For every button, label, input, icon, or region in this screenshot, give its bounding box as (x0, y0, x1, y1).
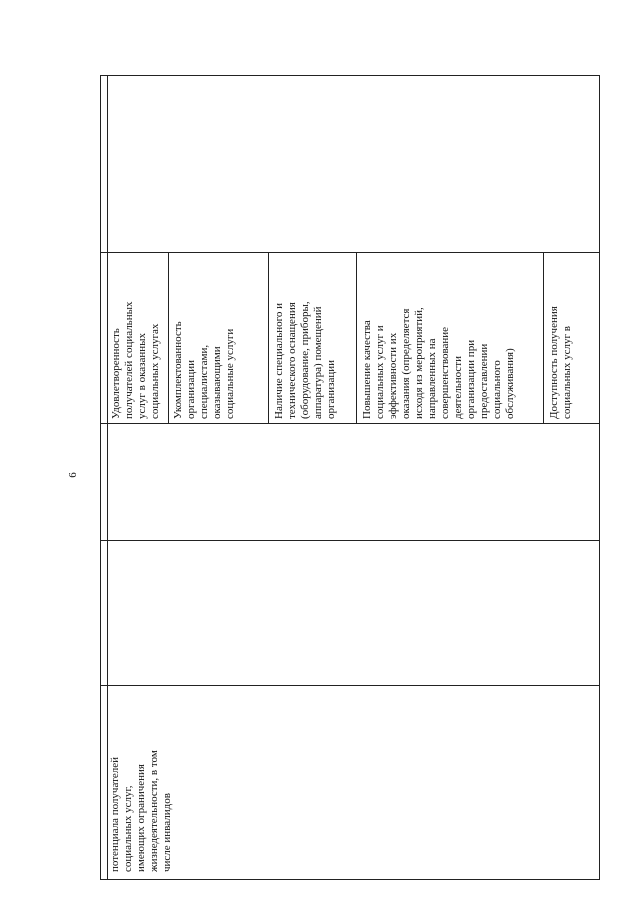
services-table (100, 75, 600, 880)
column-separator (101, 423, 600, 424)
criterion-equipment: Наличие специального и технического оснащения (оборудование, приборы, аппаратура) помещений организации (273, 301, 337, 419)
page-number: 6 (67, 472, 79, 478)
criteria-row-separator (356, 253, 357, 424)
column-separator (101, 252, 600, 253)
criterion-satisfaction: Удовлетворенность получателей социальных услуг в оказанных социальных услугах (110, 301, 161, 419)
criterion-accessibility: Доступность получения социальных услуг в (548, 306, 573, 419)
criteria-row-separator (268, 253, 269, 424)
criterion-staffing: Укомплектованность организации специалистами, оказывающими социальные услуги (172, 321, 236, 419)
criteria-row-separator (168, 253, 169, 424)
row-separator (107, 75, 108, 879)
column-separator (101, 685, 600, 686)
column-separator (101, 540, 600, 541)
criteria-row-separator (543, 253, 544, 424)
population-description: потенциала получателей социальных услуг, имеющих ограничения жизнедеятельности, в том числе инвалидов (109, 750, 173, 872)
table-rotated-body (100, 75, 600, 880)
criterion-quality-improvement: Повышение качества социальных услуг и эффективности их оказания (определяется исходя из мероприятий, направленных на совершенствование деятельности организации при предоставлении социального обслуживания) (361, 307, 516, 419)
